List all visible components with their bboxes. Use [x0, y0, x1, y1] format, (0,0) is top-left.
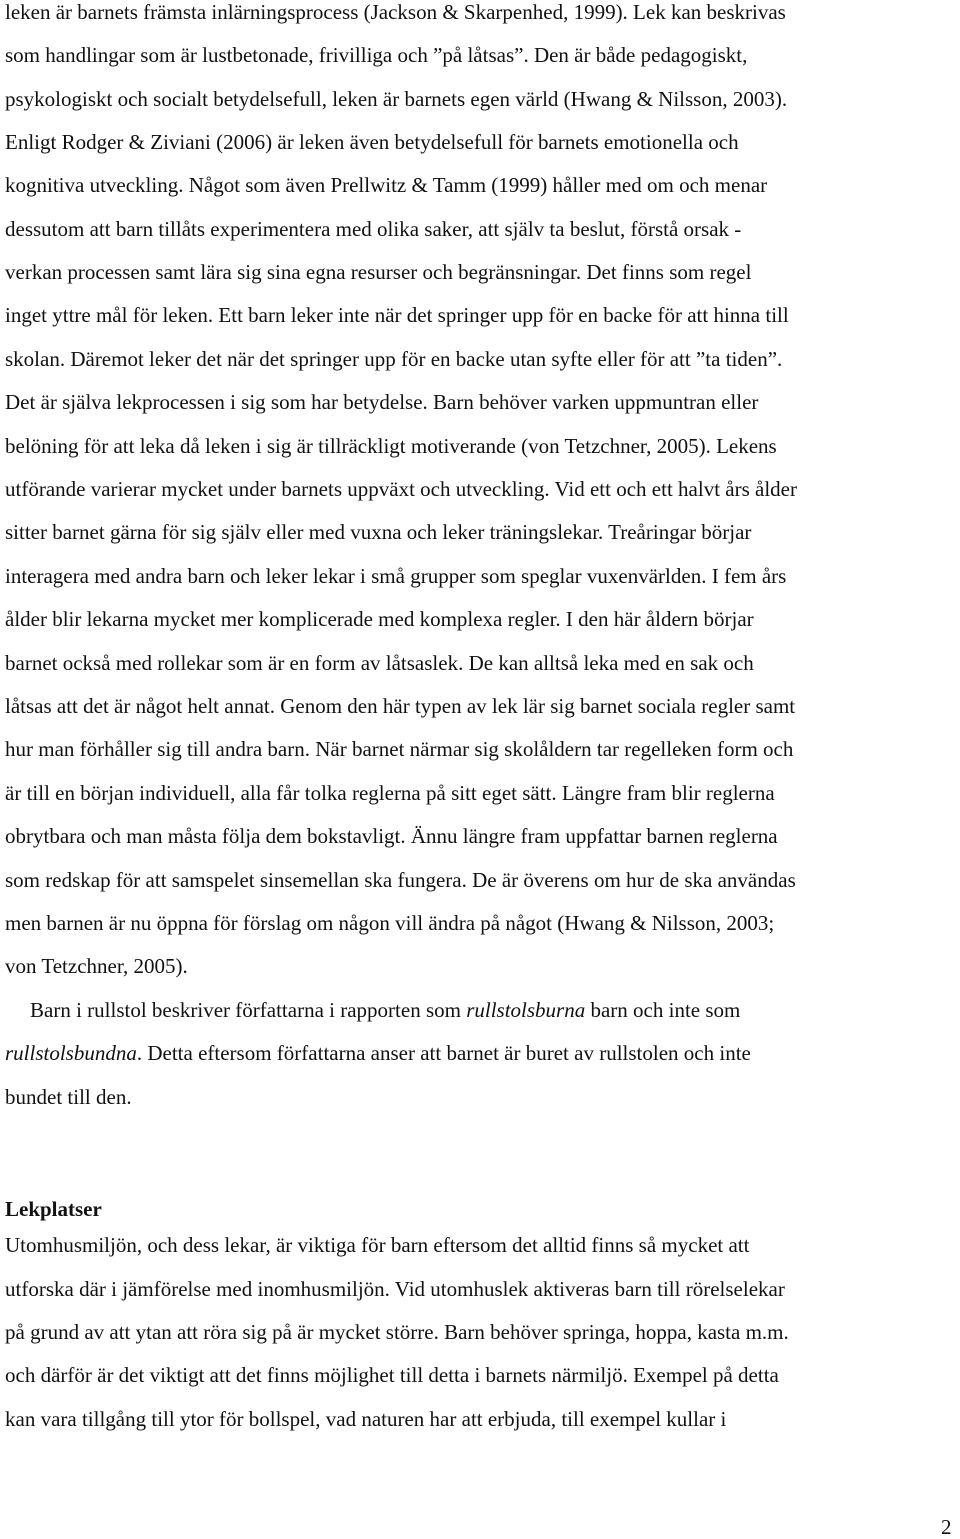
- text-line: Utomhusmiljön, och dess lekar, är viktiga för barn eftersom det alltid finns så mycket att: [5, 1233, 750, 1257]
- text-line: utförande varierar mycket under barnets uppväxt och utveckling. Vid ett och ett halvt års ålder: [5, 477, 797, 501]
- text-line: men barnen är nu öppna för förslag om någon vill ändra på något (Hwang & Nilsson, 2003;: [5, 911, 775, 935]
- text-run: barn och inte som: [585, 998, 741, 1022]
- text-line: låtsas att det är något helt annat. Genom den här typen av lek lär sig barnet sociala regler samt: [5, 694, 796, 718]
- text-line: psykologiskt och socialt betydelsefull, leken är barnets egen värld (Hwang & Nilsson, 2003).: [5, 87, 788, 111]
- text-line: dessutom att barn tillåts experimentera med olika saker, att själv ta beslut, förstå orsak -: [5, 217, 742, 241]
- text-line: och därför är det viktigt att det finns möjlighet till detta i barnets närmiljö. Exempel på detta: [5, 1363, 779, 1387]
- text-run: . Detta eftersom författarna anser att barnet är buret av rullstolen och inte: [136, 1041, 751, 1065]
- emphasis-text: rullstolsbundna: [5, 1041, 137, 1065]
- text-line: som handlingar som är lustbetonade, frivilliga och ”på låtsas”. Den är både pedagogiskt,: [5, 43, 748, 67]
- text-line: belöning för att leka då leken i sig är tillräckligt motiverande (von Tetzchner, 2005). Lekens: [5, 434, 777, 458]
- text-line: barnet också med rollekar som är en form av låtsaslek. De kan alltså leka med en sak och: [5, 651, 754, 675]
- text-line: är till en början individuell, alla får tolka reglerna på sitt eget sätt. Längre fram blir reglerna: [5, 781, 775, 805]
- text-line: leken är barnets främsta inlärningsprocess (Jackson & Skarpenhed, 1999). Lek kan beskrivas: [5, 0, 786, 24]
- text-line: Enligt Rodger & Ziviani (2006) är leken även betydelsefull för barnets emotionella och: [5, 130, 739, 154]
- page-number: 2: [941, 1515, 952, 1539]
- text-line: [30, 998, 740, 1022]
- text-line: skolan. Däremot leker det när det springer upp för en backe utan syfte eller för att ”ta tiden”.: [5, 347, 783, 371]
- text-line: på grund av att ytan att röra sig på är mycket större. Barn behöver springa, hoppa, kasta m.m.: [5, 1320, 789, 1344]
- text-line: bundet till den.: [5, 1085, 132, 1109]
- text-line: inget yttre mål för leken. Ett barn leker inte när det springer upp för en backe för att hinna till: [5, 303, 789, 327]
- section-heading: Lekplatser: [5, 1197, 102, 1221]
- text-line: obrytbara och man måsta följa dem bokstavligt. Ännu längre fram uppfattar barnen reglerna: [5, 824, 778, 848]
- text-line: kan vara tillgång till ytor för bollspel, vad naturen har att erbjuda, till exempel kullar i: [5, 1407, 727, 1431]
- text-line: ålder blir lekarna mycket mer komplicerade med komplexa regler. I den här åldern börjar: [5, 607, 754, 631]
- text-line: hur man förhåller sig till andra barn. När barnet närmar sig skolåldern tar regelleken form och: [5, 737, 794, 761]
- text-line: sitter barnet gärna för sig själv eller med vuxna och leker träningslekar. Treåringar börjar: [5, 520, 752, 544]
- text-line: Det är själva lekprocessen i sig som har betydelse. Barn behöver varken uppmuntran eller: [5, 390, 759, 414]
- text-line: som redskap för att samspelet sinsemellan ska fungera. De är överens om hur de ska användas: [5, 868, 796, 892]
- emphasis-text: rullstolsburna: [466, 998, 586, 1022]
- text-line: interagera med andra barn och leker lekar i små grupper som speglar vuxenvärlden. I fem års: [5, 564, 787, 588]
- text-run: Barn i rullstol beskriver författarna i rapporten som: [30, 998, 467, 1022]
- text-line: von Tetzchner, 2005).: [5, 954, 188, 978]
- text-line: kognitiva utveckling. Något som även Prellwitz & Tamm (1999) håller med om och menar: [5, 173, 768, 197]
- text-line: utforska där i jämförelse med inomhusmiljön. Vid utomhuslek aktiveras barn till rörelselekar: [5, 1277, 785, 1301]
- text-line: [5, 1041, 751, 1065]
- text-line: verkan processen samt lära sig sina egna resurser och begränsningar. Det finns som regel: [5, 260, 752, 284]
